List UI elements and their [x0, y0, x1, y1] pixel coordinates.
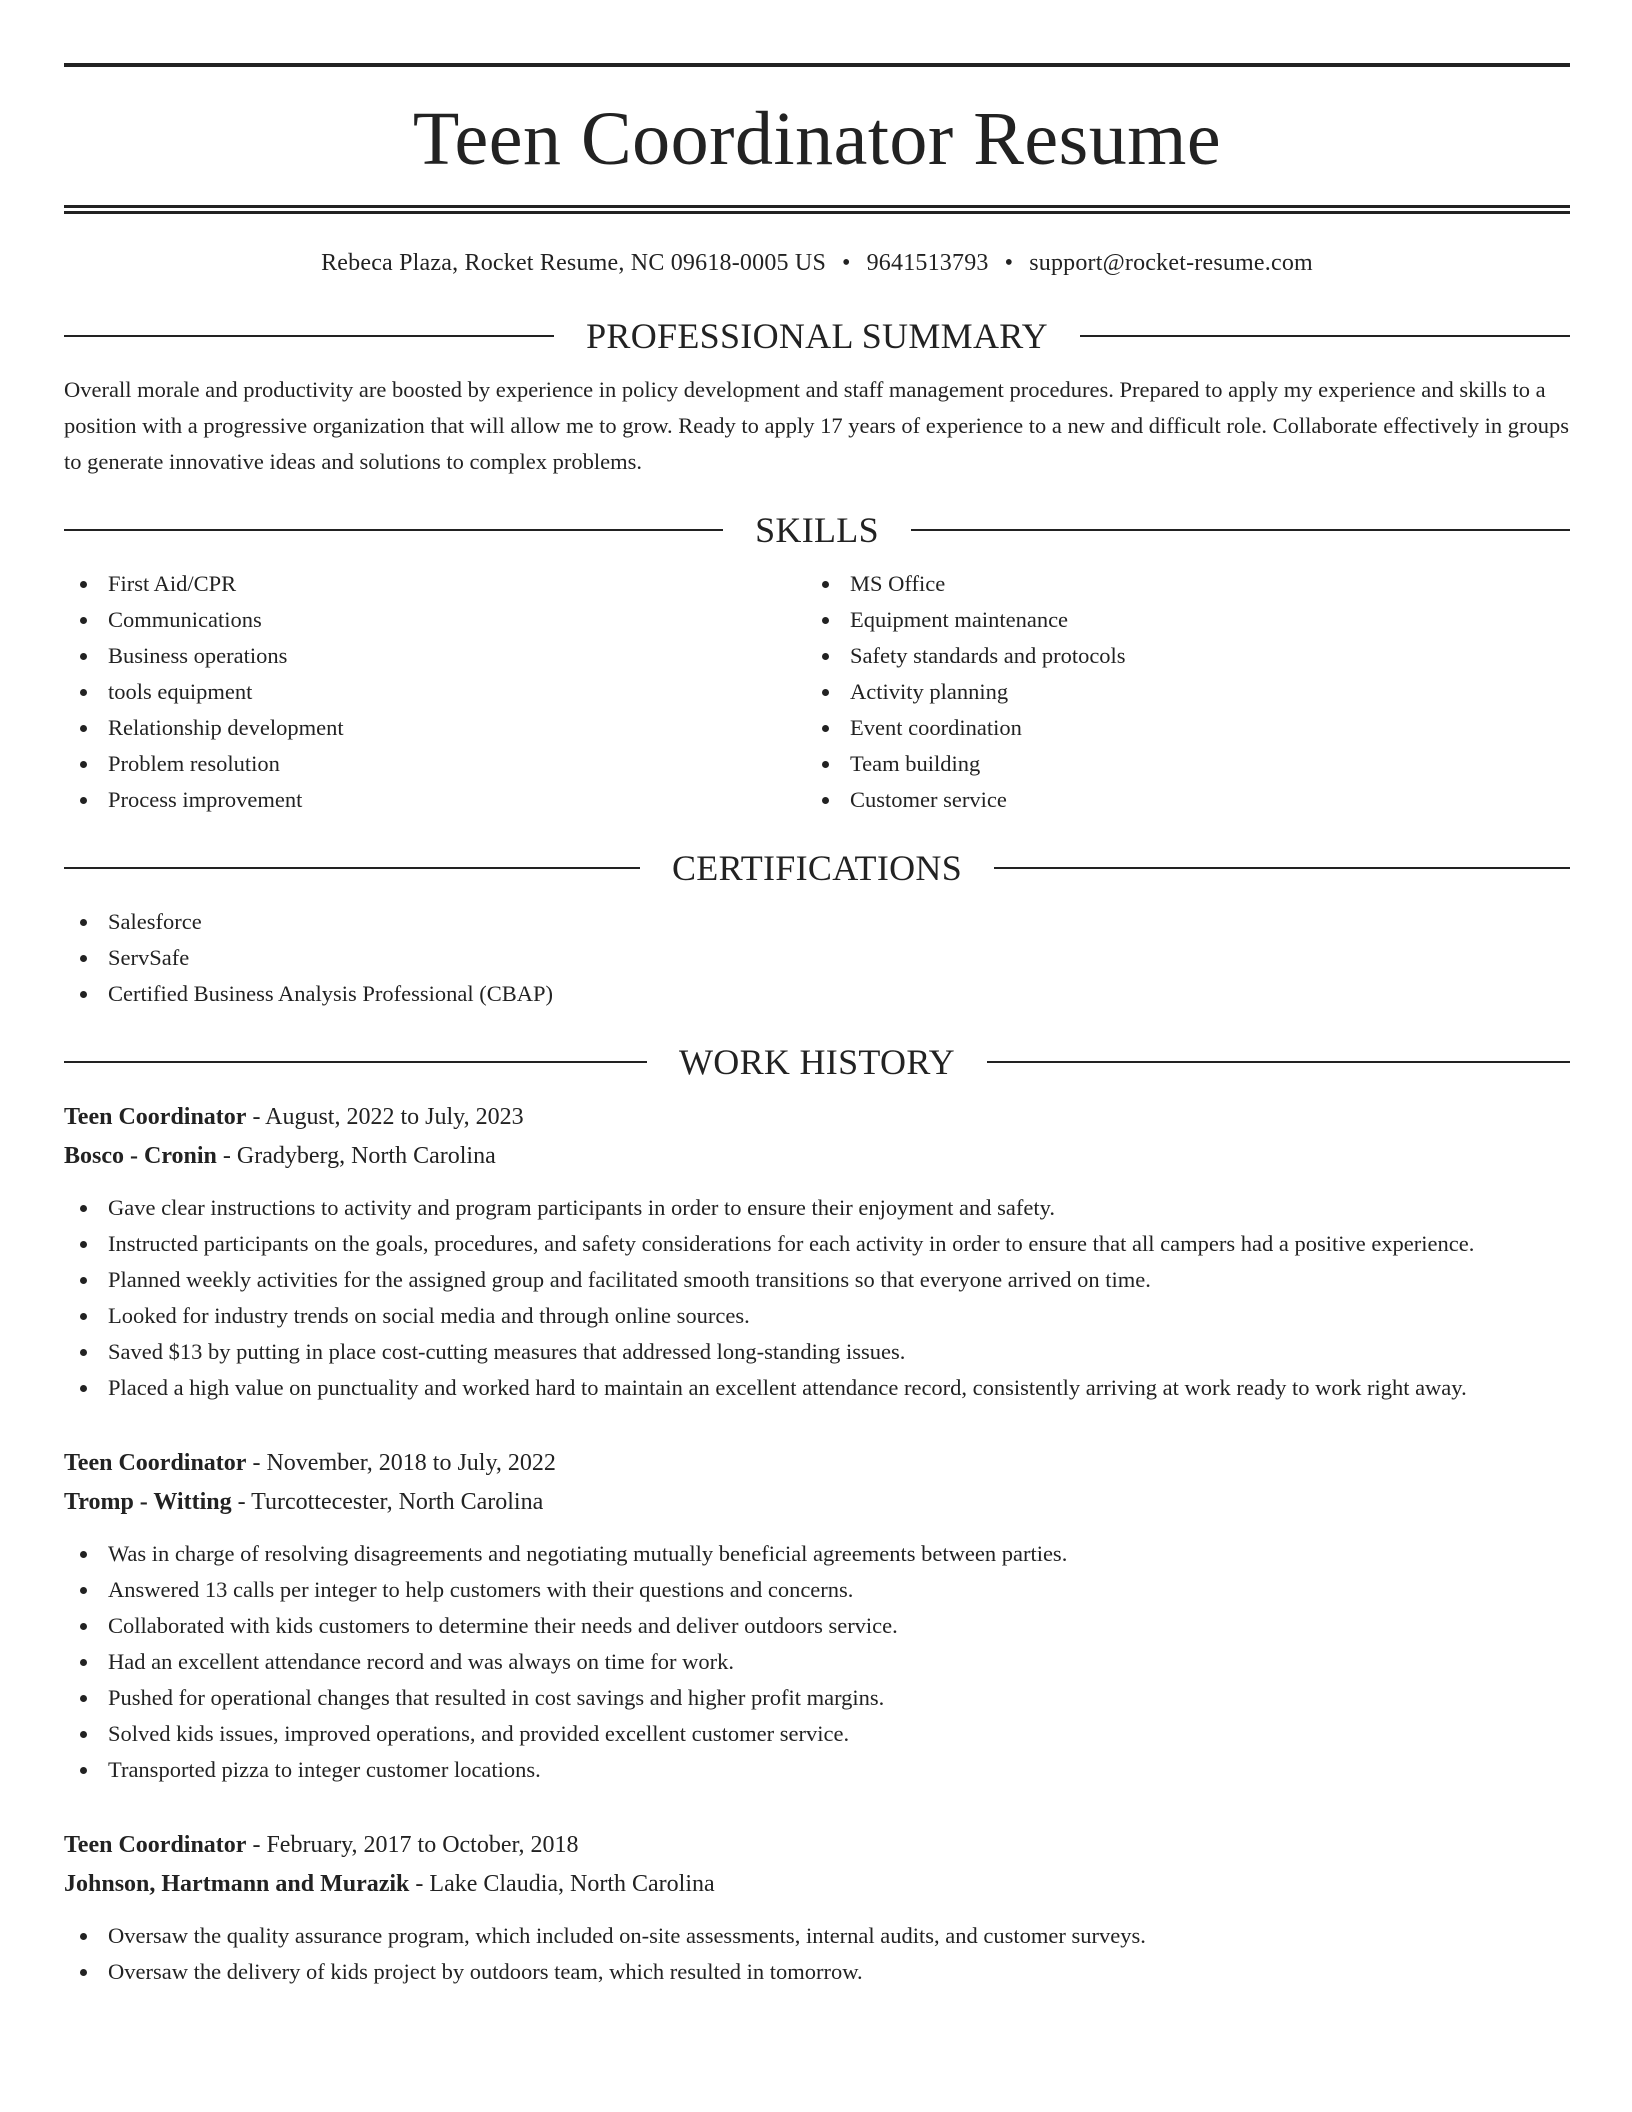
- skill-item: Business operations: [64, 638, 806, 674]
- page-title: Teen Coordinator Resume: [412, 97, 1222, 181]
- skill-item: Communications: [64, 602, 806, 638]
- job-bullet: Was in charge of resolving disagreements and negotiating mutually beneficial agreements between parties.: [64, 1536, 1570, 1572]
- skill-item: Relationship development: [64, 710, 806, 746]
- heading-rule: [64, 335, 554, 337]
- job-location: Lake Claudia, North Carolina: [429, 1871, 715, 1897]
- skill-item: tools equipment: [64, 674, 806, 710]
- contact-address: Rebeca Plaza, Rocket Resume, NC 09618-0005 US: [321, 250, 826, 276]
- section-title: CERTIFICATIONS: [671, 848, 963, 888]
- job-entry: [64, 1098, 1570, 1406]
- job-title: Teen Coordinator: [64, 1832, 247, 1858]
- job-bullet: Placed a high value on punctuality and worked hard to maintain an excellent attendance record, consistently arriving at work ready to work right away.: [64, 1370, 1570, 1406]
- section-title: SKILLS: [755, 510, 879, 550]
- section-heading-work-history: [64, 1040, 1570, 1084]
- job-bullet: Answered 13 calls per integer to help customers with their questions and concerns.: [64, 1572, 1570, 1608]
- job-bullets: [64, 1190, 1570, 1406]
- job-bullet: Instructed participants on the goals, procedures, and safety considerations for each activity in order to ensure that all campers had a positive experience.: [64, 1226, 1570, 1262]
- resume-page: [64, 0, 1570, 1990]
- title-double-rule: [64, 205, 1570, 214]
- dash: -: [246, 1104, 266, 1130]
- job-dates: August, 2022 to July, 2023: [265, 1104, 524, 1130]
- contact-email: support@rocket-resume.com: [1029, 250, 1313, 276]
- skills-column-left: [64, 566, 806, 818]
- skill-item: Problem resolution: [64, 746, 806, 782]
- job-bullet: Pushed for operational changes that resulted in cost savings and higher profit margins.: [64, 1680, 1570, 1716]
- job-bullet: Planned weekly activities for the assigned group and facilitated smooth transitions so that everyone arrived on time.: [64, 1262, 1570, 1298]
- certification-item: Salesforce: [64, 904, 1570, 940]
- job-bullet: Gave clear instructions to activity and program participants in order to ensure their enjoyment and safety.: [64, 1190, 1570, 1226]
- heading-rule: [987, 1061, 1570, 1063]
- skill-item: Team building: [806, 746, 1548, 782]
- dash: -: [231, 1489, 252, 1515]
- job-company: Tromp - Witting: [64, 1489, 232, 1515]
- heading-rule: [911, 529, 1570, 531]
- heading-rule: [1080, 335, 1570, 337]
- job-company: Bosco - Cronin: [64, 1143, 217, 1169]
- skill-item: First Aid/CPR: [64, 566, 806, 602]
- job-dates: February, 2017 to October, 2018: [266, 1832, 579, 1858]
- skills-column-right: [806, 566, 1548, 818]
- job-bullet: Collaborated with kids customers to determine their needs and deliver outdoors service.: [64, 1608, 1570, 1644]
- heading-rule: [64, 867, 640, 869]
- job-location: Turcottecester, North Carolina: [251, 1489, 544, 1515]
- skill-item: Equipment maintenance: [806, 602, 1548, 638]
- contact-line: [64, 250, 1570, 286]
- top-rule: [64, 63, 1570, 67]
- job-entry: [64, 1444, 1570, 1788]
- summary-text: Overall morale and productivity are boosted by experience in policy development and staff management procedures. Prepared to apply my experience and skills to a position with a progressive organization that will allow me to grow. Ready to apply 17 years of experience to a new and difficult role. Collaborate effectively in groups to generate innovative ideas and solutions to complex problems.: [64, 377, 1570, 474]
- skill-item: Event coordination: [806, 710, 1548, 746]
- contact-phone: 9641513793: [866, 250, 989, 276]
- job-bullet: Oversaw the delivery of kids project by outdoors team, which resulted in tomorrow.: [64, 1954, 1570, 1990]
- job-bullet: Oversaw the quality assurance program, which included on-site assessments, internal audits, and customer surveys.: [64, 1918, 1570, 1954]
- section-title: WORK HISTORY: [679, 1042, 955, 1082]
- section-heading-skills: [64, 508, 1570, 552]
- job-title-line: [64, 1098, 1570, 1137]
- section-heading-certifications: [64, 846, 1570, 890]
- skill-item: Safety standards and protocols: [806, 638, 1548, 674]
- job-bullets: [64, 1536, 1570, 1788]
- job-bullet: Looked for industry trends on social media and through online sources.: [64, 1298, 1570, 1334]
- job-company-line: [64, 1483, 1570, 1522]
- job-company: Johnson, Hartmann and Murazik: [64, 1871, 410, 1897]
- heading-rule: [64, 1061, 647, 1063]
- job-bullet: Transported pizza to integer customer locations.: [64, 1752, 1570, 1788]
- job-bullet: Solved kids issues, improved operations, and provided excellent customer service.: [64, 1716, 1570, 1752]
- dash: -: [409, 1871, 430, 1897]
- skill-item: Customer service: [806, 782, 1548, 818]
- section-title: PROFESSIONAL SUMMARY: [586, 316, 1048, 356]
- job-title-line: [64, 1444, 1570, 1483]
- job-company-line: [64, 1865, 1570, 1904]
- job-title-line: [64, 1826, 1570, 1865]
- heading-rule: [994, 867, 1570, 869]
- certifications-list: [64, 904, 1570, 1012]
- certification-item: Certified Business Analysis Professional (CBAP): [64, 976, 1570, 1012]
- skill-item: MS Office: [806, 566, 1548, 602]
- section-heading-summary: [64, 314, 1570, 358]
- skill-item: Process improvement: [64, 782, 806, 818]
- skill-item: Activity planning: [806, 674, 1548, 710]
- dash: -: [246, 1832, 267, 1858]
- job-bullet: Had an excellent attendance record and was always on time for work.: [64, 1644, 1570, 1680]
- dash: -: [246, 1450, 267, 1476]
- job-bullet: Saved $13 by putting in place cost-cutting measures that addressed long-standing issues.: [64, 1334, 1570, 1370]
- job-location: Gradyberg, North Carolina: [236, 1143, 496, 1169]
- contact-separator: •: [1004, 250, 1014, 276]
- contact-separator: •: [842, 250, 851, 276]
- job-company-line: [64, 1137, 1570, 1176]
- job-bullets: [64, 1918, 1570, 1990]
- job-title: Teen Coordinator: [64, 1104, 247, 1130]
- job-title: Teen Coordinator: [64, 1450, 247, 1476]
- dash: -: [216, 1143, 237, 1169]
- certification-item: ServSafe: [64, 940, 1570, 976]
- job-entry: [64, 1826, 1570, 1990]
- job-dates: November, 2018 to July, 2022: [266, 1450, 556, 1476]
- heading-rule: [64, 529, 723, 531]
- skills-list: [64, 566, 1570, 818]
